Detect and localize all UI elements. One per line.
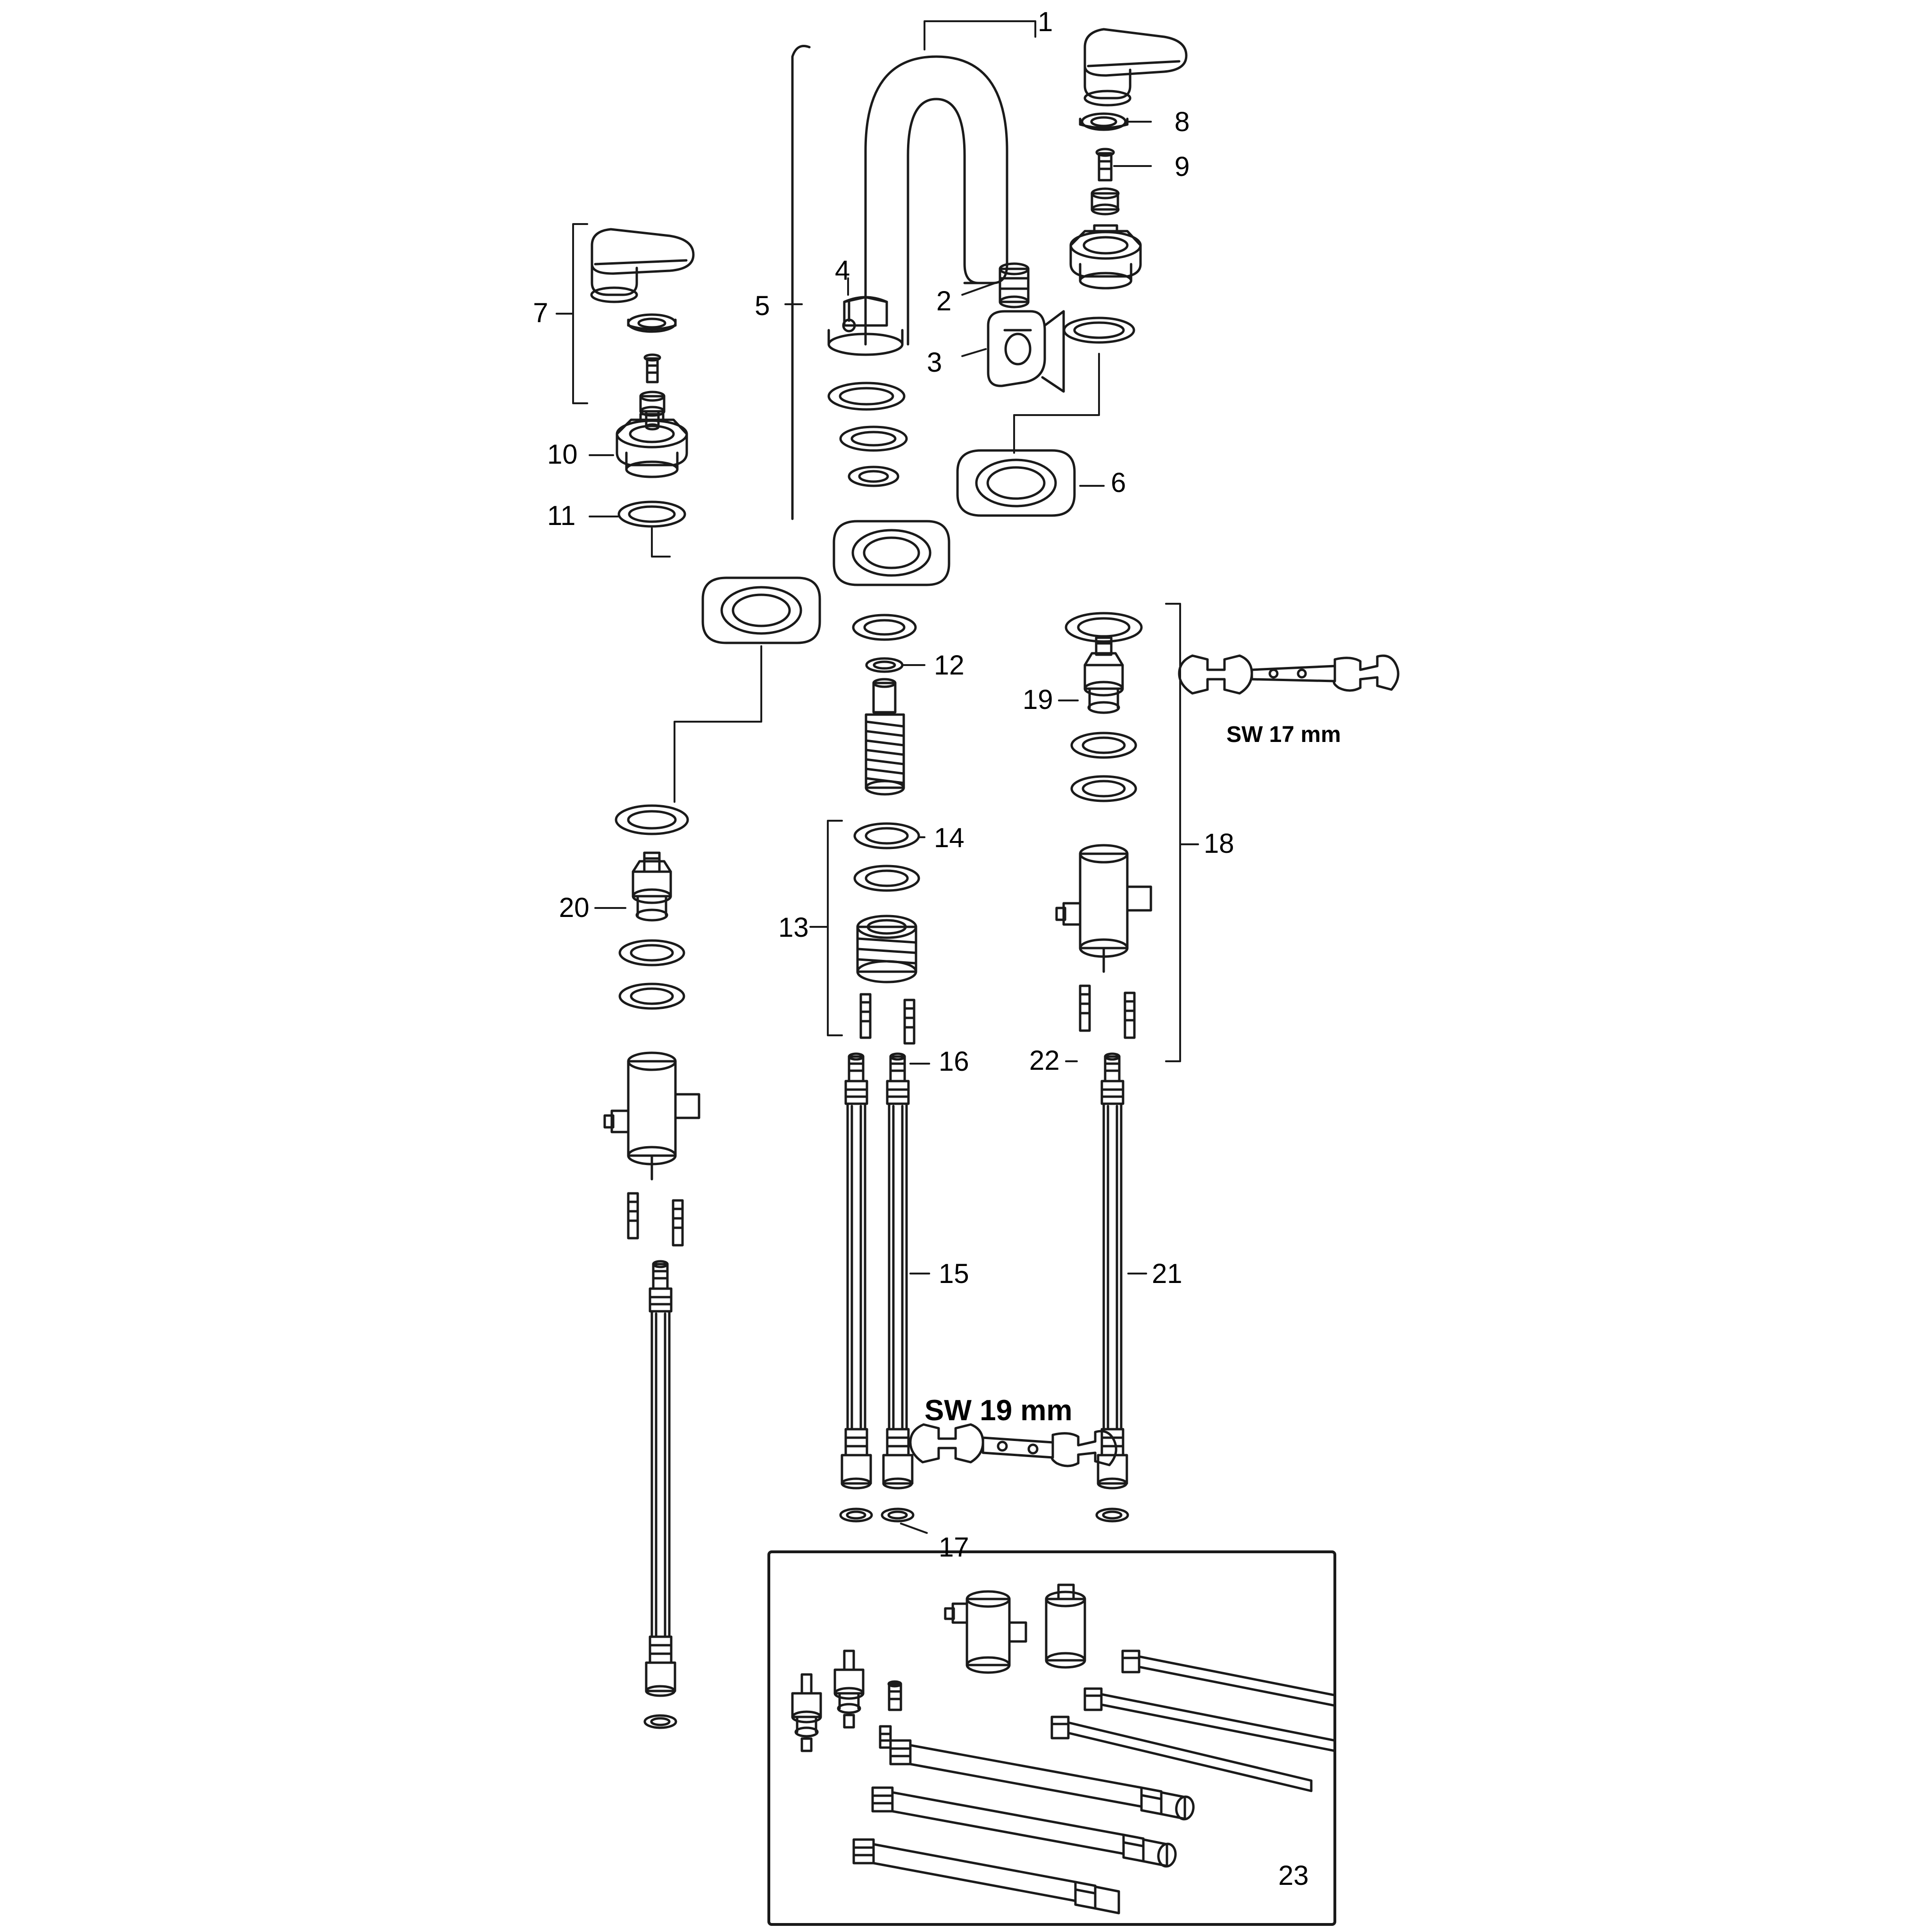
callout-16: 16 (939, 1046, 969, 1077)
part-handle-left-group (557, 224, 693, 429)
part-washer-above-12 (853, 615, 916, 640)
part-seals-17 (841, 1509, 1128, 1533)
callout-14: 14 (934, 823, 965, 853)
callout-20: 20 (559, 892, 590, 923)
part-escutcheon-center (834, 521, 949, 585)
tool-wrench-19 (910, 1424, 1116, 1466)
callout-1: 1 (1038, 7, 1053, 37)
part-threaded-sleeve (866, 679, 904, 794)
callout-9: 9 (1174, 151, 1190, 182)
callout-17: 17 (939, 1532, 969, 1563)
callout-2: 2 (936, 286, 952, 316)
part-spout-seals (829, 383, 907, 486)
callout-15: 15 (939, 1258, 969, 1289)
part-mounting-set (810, 821, 924, 1043)
part-escutcheon-left (675, 578, 820, 802)
part-hose-right (1098, 1054, 1146, 1488)
callout-8: 8 (1174, 107, 1190, 137)
part-escutcheon-right (958, 354, 1104, 516)
callout-23: 23 (1278, 1860, 1309, 1891)
callout-19: 19 (1023, 684, 1053, 715)
part-screw-9 (1092, 149, 1151, 214)
callout-3: 3 (927, 347, 942, 378)
callout-12: 12 (934, 650, 965, 681)
callout-4: 4 (835, 255, 850, 286)
callout-5: 5 (755, 291, 770, 321)
part-oring-8 (1080, 114, 1151, 130)
callout-18: 18 (1204, 828, 1234, 859)
part-cartridge-head-right (1071, 225, 1141, 288)
tool-label-sw19: SW 19 mm (924, 1394, 1073, 1427)
callout-21: 21 (1152, 1258, 1183, 1289)
part-valve-group-right (1057, 604, 1198, 1061)
part-oring-12 (866, 658, 924, 672)
part-valve-group-left (595, 806, 699, 1728)
callout-6: 6 (1111, 467, 1126, 498)
part-hoses-center (842, 1054, 929, 1488)
callout-13: 13 (778, 912, 809, 943)
part-aerator-housing (962, 311, 1064, 391)
part-pull-rod (785, 46, 809, 519)
tool-wrench-17 (1179, 656, 1398, 693)
part-oring-11 (590, 502, 685, 557)
part-aerator-insert (962, 264, 1028, 307)
callout-7: 7 (533, 298, 549, 328)
part-oring-right (1064, 318, 1134, 342)
callout-11: 11 (547, 500, 576, 531)
part-kit-box (769, 1552, 1335, 1924)
tool-label-sw17: SW 17 mm (1226, 722, 1341, 747)
part-handle-right (1085, 29, 1186, 105)
callout-10: 10 (547, 439, 578, 470)
callout-22: 22 (1029, 1045, 1060, 1076)
part-cartridge-head-left (590, 414, 687, 477)
